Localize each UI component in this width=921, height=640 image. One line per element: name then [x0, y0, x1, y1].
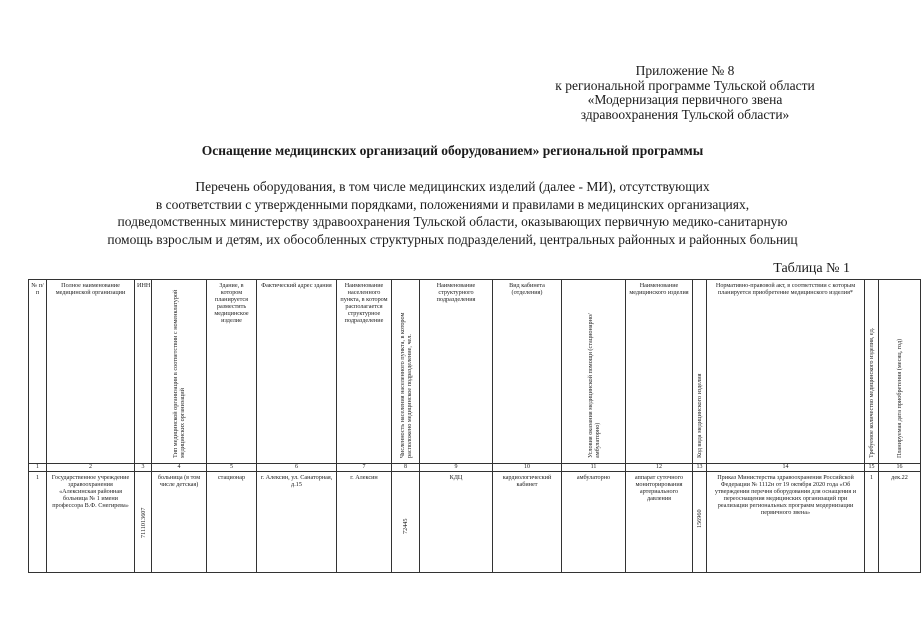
appendix-line-3: «Модернизация первичного звена: [587, 92, 783, 107]
column-number: 12: [626, 464, 693, 472]
cell-org: Государственное учреждение здравоохранения «Алексинская районная больница № 1 имени профессора В.Ф. Снегирева»: [47, 472, 135, 573]
cell-code: [693, 472, 707, 573]
inn-vertical-text: 7111013607: [139, 507, 147, 538]
column-number: 10: [493, 464, 562, 472]
header-cell: Наименование структурного подразделения: [420, 280, 493, 464]
header-cell: ИНН: [135, 280, 152, 464]
cell-cabinet: кардиологический кабинет: [493, 472, 562, 573]
population-vertical-text: 72445: [402, 518, 409, 534]
intro-paragraph: [40, 178, 865, 248]
intro-line-1: Перечень оборудования, в том числе медицинских изделий (далее - МИ), отсутствующих: [195, 179, 710, 194]
cell-num: 1: [29, 472, 47, 573]
header-cell: [152, 280, 207, 464]
cell-subdivision: КДЦ: [420, 472, 493, 573]
header-vertical-text: Численность населения населенного пункта, в котором расположено медицинское подразделение, чел.: [398, 312, 413, 458]
header-cell: [693, 280, 707, 464]
header-cell: Здание, в котором планируется разместить медицинское изделие: [207, 280, 257, 464]
code-vertical-text: 156960: [696, 509, 703, 528]
header-cell: [879, 280, 921, 464]
column-number: 16: [879, 464, 921, 472]
column-number: 14: [707, 464, 865, 472]
table-row: [29, 472, 921, 573]
header-cell: Наименование медицинского изделия: [626, 280, 693, 464]
column-number: 5: [207, 464, 257, 472]
document-heading: Оснащение медицинских организаций оборудованием» региональной программы: [201, 143, 704, 158]
cell-locality: г. Алексин: [337, 472, 392, 573]
column-number: 2: [47, 464, 135, 472]
column-number: 13: [693, 464, 707, 472]
column-number: 4: [152, 464, 207, 472]
column-number: 1: [29, 464, 47, 472]
column-number: 6: [257, 464, 337, 472]
column-number: 11: [562, 464, 626, 472]
header-cell: Фактический адрес здания: [257, 280, 337, 464]
intro-line-2: в соответствии с утвержденными порядками, положениями и правилами в медицинских организациях,: [155, 196, 750, 212]
header-cell: Наименование населенного пункта, в котором располагается структурное подразделение: [337, 280, 392, 464]
cell-quantity: 1: [865, 472, 879, 573]
appendix-block: [520, 64, 850, 122]
header-cell: Вид кабинета (отделения): [493, 280, 562, 464]
header-vertical-text: Тип медицинской организации в соответствии с номенклатурой медицинских организаций: [172, 289, 186, 458]
header-cell: [562, 280, 626, 464]
appendix-line-4: здравоохранения Тульской области»: [580, 106, 790, 122]
table-header-row: [29, 280, 921, 464]
header-cell: [865, 280, 879, 464]
header-cell: Нормативно-правовой акт, в соответствии с которым планируется приобретение медицинского изделия*: [707, 280, 865, 464]
appendix-line-2: к региональной программе Тульской области: [555, 77, 815, 93]
equipment-table: [28, 279, 921, 573]
header-vertical-text: Требуемое количество медицинского изделия, ед.: [868, 327, 875, 458]
header-vertical-text: Планируемая дата приобретения (месяц, год): [896, 338, 903, 458]
cell-date: дек.22: [879, 472, 921, 573]
column-number: 7: [337, 464, 392, 472]
header-vertical-text: Код вида медицинского изделия: [696, 373, 703, 458]
table-number: Таблица № 1: [773, 261, 850, 276]
appendix-line-1: Приложение № 8: [635, 63, 735, 78]
cell-device: аппарат суточного мониторирования артериального давления: [626, 472, 693, 573]
cell-population: [392, 472, 420, 573]
intro-line-4: помощь взрослым и детям, их обособленных структурных подразделений, центральных районных и районных больниц: [107, 231, 798, 247]
cell-conditions: амбулаторно: [562, 472, 626, 573]
intro-line-3: подведомственных министерству здравоохранения Тульской области, оказывающих первичную медико-санитарную: [117, 214, 788, 229]
cell-act: Приказ Министерства здравоохранения Российской Федерации № 1112н от 19 октября 2020 года «Об утверждении перечня оборудования для оснащения и переоснащения медицинских организаций при реализации региональных программ модернизации первичного звена»: [707, 472, 865, 573]
column-number-row: [29, 464, 921, 472]
header-cell: [392, 280, 420, 464]
cell-building: стационар: [207, 472, 257, 573]
cell-address: г. Алексин, ул. Санаторная, д.15: [257, 472, 337, 573]
header-vertical-text: Условия оказания медицинской помощи (стационарно/ амбулаторно): [586, 313, 601, 458]
cell-inn: [135, 472, 152, 573]
column-number: 9: [420, 464, 493, 472]
column-number: 8: [392, 464, 420, 472]
header-cell: Полное наименование медицинской организации: [47, 280, 135, 464]
column-number: 15: [865, 464, 879, 472]
column-number: 3: [135, 464, 152, 472]
header-cell: № п/п: [29, 280, 47, 464]
cell-type: больница (в том числе детская): [152, 472, 207, 573]
